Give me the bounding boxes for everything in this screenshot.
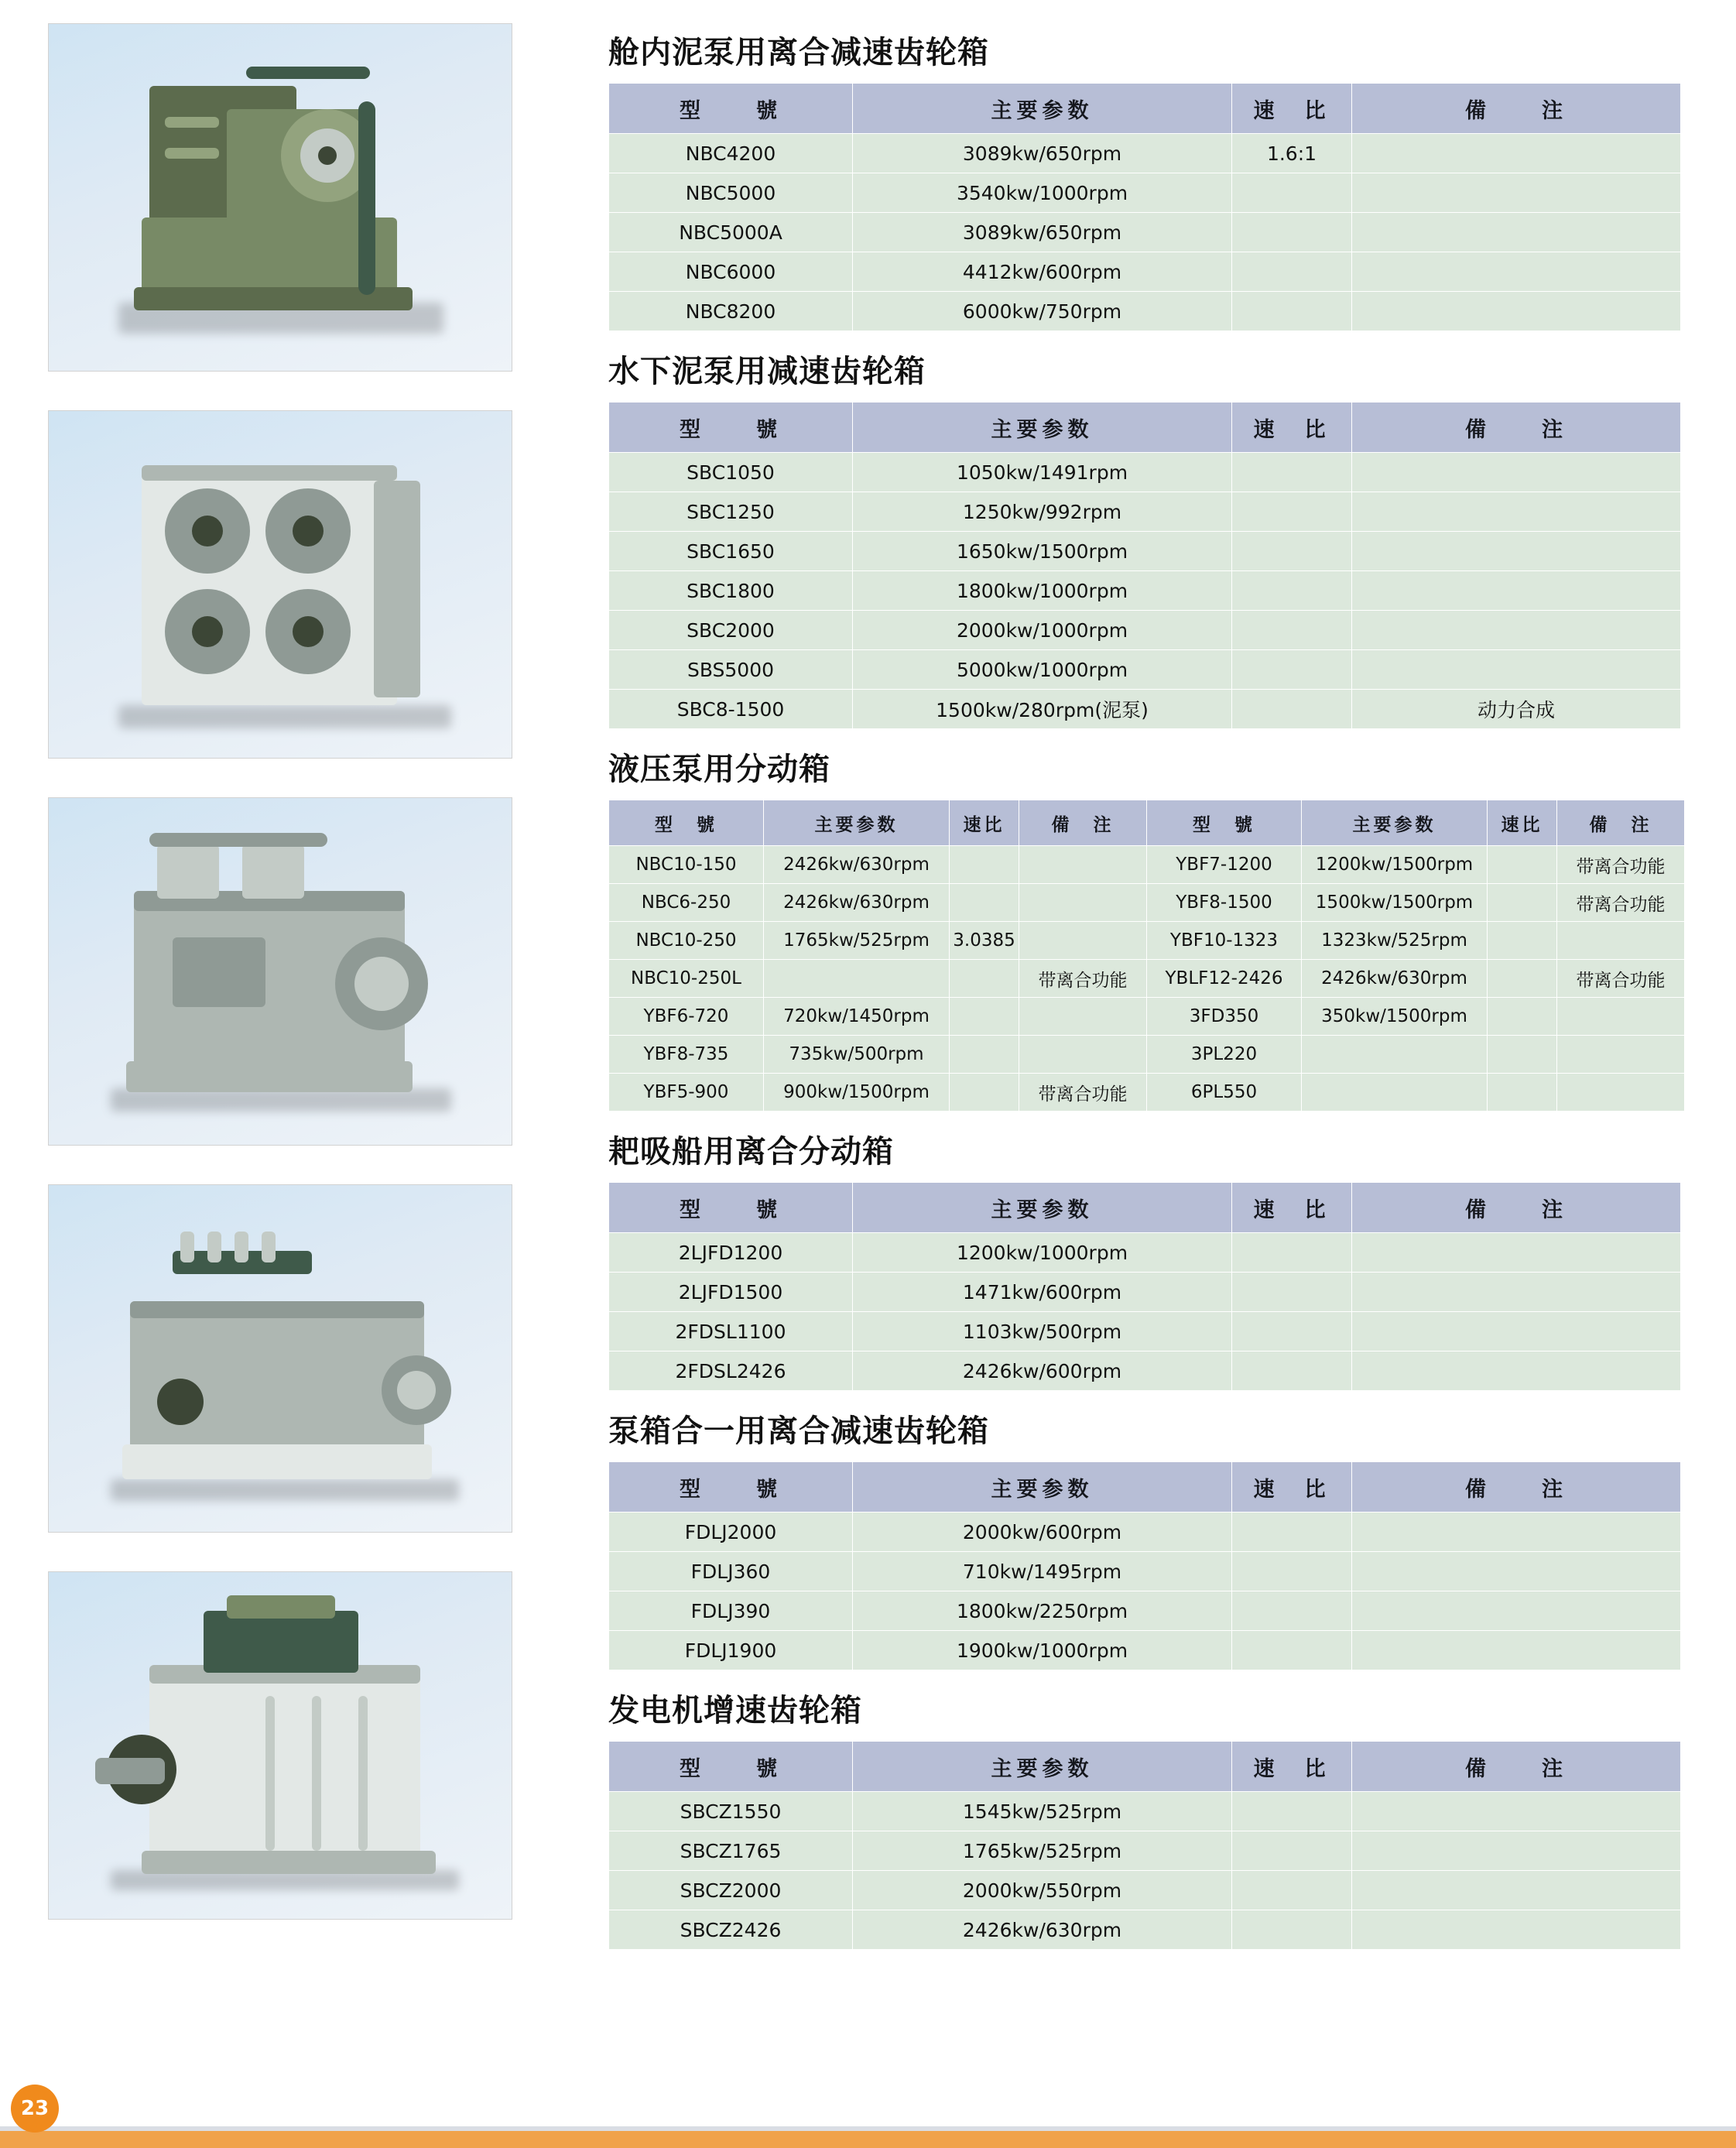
table-row <box>609 1631 1681 1670</box>
cell-param-right: 350kw/1500rpm <box>1302 998 1488 1036</box>
cell-param: 1471kw/600rpm <box>853 1273 1232 1312</box>
cabin-mud-pump-gearbox-photo <box>48 23 512 372</box>
table-row <box>609 922 1685 960</box>
col-header-model-right: 型 號 <box>1147 800 1302 846</box>
table-row <box>609 134 1681 173</box>
spec-table <box>608 800 1685 1112</box>
cell-model: SBC1800 <box>609 571 853 611</box>
section-title: 水下泥泵用减速齿轮箱 <box>608 354 926 389</box>
col-header-ratio: 速 比 <box>1232 1183 1352 1233</box>
cell-ratio <box>1232 690 1352 729</box>
col-header-model: 型 號 <box>609 1742 853 1792</box>
cell-model: SBS5000 <box>609 650 853 690</box>
cell-note-left: 带离合功能 <box>1019 1074 1147 1112</box>
cell-note <box>1352 532 1681 571</box>
table-row <box>609 213 1681 252</box>
col-header-model: 型 號 <box>609 1183 853 1233</box>
cell-note-left <box>1019 884 1147 922</box>
cell-ratio-right <box>1488 1036 1557 1074</box>
cell-model: 2LJFD1500 <box>609 1273 853 1312</box>
col-header-param: 主要参数 <box>853 1183 1232 1233</box>
spec-table <box>608 1182 1681 1391</box>
cell-ratio <box>1232 173 1352 213</box>
cell-param: 710kw/1495rpm <box>853 1552 1232 1591</box>
col-header-note: 備 注 <box>1352 1742 1681 1792</box>
table-row <box>609 292 1681 331</box>
table-header-row <box>609 1183 1681 1233</box>
cell-note <box>1352 1273 1681 1312</box>
cell-model: SBC1250 <box>609 492 853 532</box>
table-row <box>609 1910 1681 1950</box>
cell-note-right: 带离合功能 <box>1557 960 1685 998</box>
col-header-param: 主要参数 <box>853 84 1232 134</box>
cell-param: 1250kw/992rpm <box>853 492 1232 532</box>
cell-ratio-right <box>1488 922 1557 960</box>
cell-model: SBCZ1765 <box>609 1831 853 1871</box>
cell-model: NBC5000 <box>609 173 853 213</box>
cell-model-right: YBF8-1500 <box>1147 884 1302 922</box>
footer-bar <box>0 2131 1736 2148</box>
cell-note <box>1352 1552 1681 1591</box>
cell-param: 6000kw/750rpm <box>853 292 1232 331</box>
table-header-row <box>609 1742 1681 1792</box>
col-header-ratio: 速 比 <box>1232 1462 1352 1513</box>
cell-ratio: 1.6:1 <box>1232 134 1352 173</box>
cell-model-left: NBC10-250 <box>609 922 764 960</box>
cell-model: FDLJ1900 <box>609 1631 853 1670</box>
cell-model: SBCZ2426 <box>609 1910 853 1950</box>
cell-note-left: 带离合功能 <box>1019 960 1147 998</box>
cell-ratio-right <box>1488 960 1557 998</box>
table-header-row <box>609 84 1681 134</box>
cell-note <box>1352 453 1681 492</box>
cell-note <box>1352 1910 1681 1950</box>
cell-ratio <box>1232 1910 1352 1950</box>
cell-note-left <box>1019 846 1147 884</box>
cell-note-right: 带离合功能 <box>1557 846 1685 884</box>
cell-model: 2LJFD1200 <box>609 1233 853 1273</box>
cell-note <box>1352 1871 1681 1910</box>
cell-model: 2FDSL2426 <box>609 1351 853 1391</box>
table-row <box>609 492 1681 532</box>
cell-ratio-left <box>950 846 1019 884</box>
col-header-param-right: 主要参数 <box>1302 800 1488 846</box>
cell-ratio <box>1232 1831 1352 1871</box>
cell-ratio <box>1232 1351 1352 1391</box>
cell-ratio <box>1232 1871 1352 1910</box>
cell-note-right: 带离合功能 <box>1557 884 1685 922</box>
cell-ratio-left <box>950 1036 1019 1074</box>
cell-param: 1545kw/525rpm <box>853 1792 1232 1831</box>
section-hydraulic-pump-transfer-case <box>608 745 1692 1112</box>
col-header-ratio: 速 比 <box>1232 403 1352 453</box>
cell-param: 2426kw/600rpm <box>853 1351 1232 1391</box>
cell-model: FDLJ360 <box>609 1552 853 1591</box>
table-row <box>609 998 1685 1036</box>
cell-param-left: 2426kw/630rpm <box>764 884 950 922</box>
page-number: 23 <box>11 2085 59 2133</box>
cell-param: 1765kw/525rpm <box>853 1831 1232 1871</box>
cell-param: 1050kw/1491rpm <box>853 453 1232 492</box>
table-row <box>609 1351 1681 1391</box>
table-row <box>609 1513 1681 1552</box>
cell-note <box>1352 650 1681 690</box>
cell-ratio <box>1232 650 1352 690</box>
cell-note <box>1352 1631 1681 1670</box>
table-row <box>609 571 1681 611</box>
cell-param-left: 735kw/500rpm <box>764 1036 950 1074</box>
cell-ratio <box>1232 292 1352 331</box>
cell-note <box>1352 1831 1681 1871</box>
section-underwater-mud-pump <box>608 347 1692 729</box>
cell-note <box>1352 292 1681 331</box>
cell-note <box>1352 492 1681 532</box>
cell-param-left: 2426kw/630rpm <box>764 846 950 884</box>
col-header-param: 主要参数 <box>853 403 1232 453</box>
cell-param: 1800kw/1000rpm <box>853 571 1232 611</box>
cell-note <box>1352 213 1681 252</box>
cell-model-left: NBC6-250 <box>609 884 764 922</box>
table-row <box>609 1312 1681 1351</box>
cell-param-left: 1765kw/525rpm <box>764 922 950 960</box>
table-row <box>609 611 1681 650</box>
cell-ratio <box>1232 1552 1352 1591</box>
cell-ratio <box>1232 252 1352 292</box>
table-row <box>609 532 1681 571</box>
cell-ratio-left: 3.0385 <box>950 922 1019 960</box>
table-header-row <box>609 800 1685 846</box>
cell-param-right <box>1302 1036 1488 1074</box>
table-row <box>609 960 1685 998</box>
cell-ratio <box>1232 1233 1352 1273</box>
cell-param-right: 1323kw/525rpm <box>1302 922 1488 960</box>
cell-param-left <box>764 960 950 998</box>
cell-note <box>1352 1312 1681 1351</box>
cell-model-left: NBC10-250L <box>609 960 764 998</box>
table-row <box>609 1792 1681 1831</box>
section-dredger-clutch-transfer-case <box>608 1127 1692 1391</box>
cell-note-right <box>1557 1074 1685 1112</box>
cell-ratio <box>1232 1513 1352 1552</box>
cell-ratio-right <box>1488 1074 1557 1112</box>
table-row <box>609 1591 1681 1631</box>
cell-param: 3089kw/650rpm <box>853 213 1232 252</box>
table-row <box>609 846 1685 884</box>
table-row <box>609 1273 1681 1312</box>
col-header-model: 型 號 <box>609 403 853 453</box>
cell-model-left: YBF8-735 <box>609 1036 764 1074</box>
cell-ratio <box>1232 571 1352 611</box>
cell-model-right: 3PL220 <box>1147 1036 1302 1074</box>
cell-ratio <box>1232 453 1352 492</box>
cell-param-left: 900kw/1500rpm <box>764 1074 950 1112</box>
cell-note-right <box>1557 922 1685 960</box>
col-header-note: 備 注 <box>1352 403 1681 453</box>
cell-note <box>1352 252 1681 292</box>
cell-note <box>1352 611 1681 650</box>
col-header-note-right: 備 注 <box>1557 800 1685 846</box>
cell-ratio-left <box>950 1074 1019 1112</box>
section-title: 液压泵用分动箱 <box>608 752 830 787</box>
cell-param: 1800kw/2250rpm <box>853 1591 1232 1631</box>
col-header-note: 備 注 <box>1352 84 1681 134</box>
cell-model-right: YBF10-1323 <box>1147 922 1302 960</box>
table-row <box>609 173 1681 213</box>
dredger-clutch-transfer-case-photo <box>48 1184 512 1533</box>
table-row <box>609 453 1681 492</box>
col-header-param-left: 主要参数 <box>764 800 950 846</box>
cell-ratio <box>1232 1273 1352 1312</box>
cell-ratio-right <box>1488 884 1557 922</box>
cell-note <box>1352 1591 1681 1631</box>
table-row <box>609 1871 1681 1910</box>
cell-param: 4412kw/600rpm <box>853 252 1232 292</box>
cell-param-right: 1200kw/1500rpm <box>1302 846 1488 884</box>
cell-model-right: 3FD350 <box>1147 998 1302 1036</box>
cell-model: NBC6000 <box>609 252 853 292</box>
table-row <box>609 650 1681 690</box>
cell-model-left: YBF5-900 <box>609 1074 764 1112</box>
cell-ratio <box>1232 611 1352 650</box>
cell-ratio <box>1232 532 1352 571</box>
cell-param: 1900kw/1000rpm <box>853 1631 1232 1670</box>
cell-note-right <box>1557 1036 1685 1074</box>
cell-model-left: NBC10-150 <box>609 846 764 884</box>
cell-param: 1103kw/500rpm <box>853 1312 1232 1351</box>
col-header-model: 型 號 <box>609 84 853 134</box>
table-row <box>609 1831 1681 1871</box>
col-header-param: 主要参数 <box>853 1742 1232 1792</box>
col-header-note: 備 注 <box>1352 1462 1681 1513</box>
cell-model: SBC1050 <box>609 453 853 492</box>
cell-ratio-left <box>950 884 1019 922</box>
cell-param-right <box>1302 1074 1488 1112</box>
cell-ratio-right <box>1488 846 1557 884</box>
col-header-model: 型 號 <box>609 1462 853 1513</box>
cell-param: 2000kw/1000rpm <box>853 611 1232 650</box>
cell-param: 1500kw/280rpm(泥泵) <box>853 690 1232 729</box>
cell-model: SBCZ2000 <box>609 1871 853 1910</box>
cell-ratio <box>1232 1312 1352 1351</box>
col-header-ratio: 速 比 <box>1232 84 1352 134</box>
col-header-note: 備 注 <box>1352 1183 1681 1233</box>
table-row <box>609 1074 1685 1112</box>
cell-ratio-left <box>950 998 1019 1036</box>
table-header-row <box>609 1462 1681 1513</box>
cell-param: 1200kw/1000rpm <box>853 1233 1232 1273</box>
cell-note: 动力合成 <box>1352 690 1681 729</box>
cell-note <box>1352 1233 1681 1273</box>
col-header-ratio-left: 速比 <box>950 800 1019 846</box>
cell-param-right: 1500kw/1500rpm <box>1302 884 1488 922</box>
section-generator-gearbox <box>608 1686 1692 1950</box>
cell-note-left <box>1019 922 1147 960</box>
generator-speed-increasing-gearbox-photo <box>48 1571 512 1920</box>
section-pump-integrated-gearbox <box>608 1406 1692 1670</box>
table-row <box>609 1233 1681 1273</box>
spec-table <box>608 1741 1681 1950</box>
cell-ratio <box>1232 1792 1352 1831</box>
table-row <box>609 1036 1685 1074</box>
cell-model: SBC2000 <box>609 611 853 650</box>
table-row <box>609 252 1681 292</box>
cell-ratio <box>1232 1631 1352 1670</box>
table-row <box>609 690 1681 729</box>
cell-note <box>1352 571 1681 611</box>
cell-note-left <box>1019 1036 1147 1074</box>
cell-note <box>1352 1792 1681 1831</box>
section-cabin-mud-pump <box>608 28 1692 331</box>
hydraulic-pump-transfer-case-photo <box>48 797 512 1146</box>
cell-param: 3089kw/650rpm <box>853 134 1232 173</box>
cell-model: SBCZ1550 <box>609 1792 853 1831</box>
col-header-note-left: 備 注 <box>1019 800 1147 846</box>
cell-ratio <box>1232 213 1352 252</box>
cell-model-right: YBLF12-2426 <box>1147 960 1302 998</box>
cell-model: FDLJ390 <box>609 1591 853 1631</box>
cell-model: 2FDSL1100 <box>609 1312 853 1351</box>
spec-tables-column <box>608 28 1692 1965</box>
cell-ratio <box>1232 492 1352 532</box>
cell-ratio <box>1232 1591 1352 1631</box>
cell-ratio-left <box>950 960 1019 998</box>
cell-param: 2000kw/600rpm <box>853 1513 1232 1552</box>
cell-note-left <box>1019 998 1147 1036</box>
cell-param: 1650kw/1500rpm <box>853 532 1232 571</box>
product-photo-column <box>48 23 512 1958</box>
cell-note <box>1352 1513 1681 1552</box>
cell-model: NBC5000A <box>609 213 853 252</box>
cell-note <box>1352 134 1681 173</box>
table-row <box>609 1552 1681 1591</box>
cell-model-left: YBF6-720 <box>609 998 764 1036</box>
cell-model: NBC8200 <box>609 292 853 331</box>
cell-model: SBC8-1500 <box>609 690 853 729</box>
underwater-mud-pump-gearbox-photo <box>48 410 512 759</box>
col-header-ratio-right: 速比 <box>1488 800 1557 846</box>
col-header-param: 主要参数 <box>853 1462 1232 1513</box>
cell-model-right: 6PL550 <box>1147 1074 1302 1112</box>
cell-param: 3540kw/1000rpm <box>853 173 1232 213</box>
cell-param: 2426kw/630rpm <box>853 1910 1232 1950</box>
cell-note <box>1352 1351 1681 1391</box>
cell-param-right: 2426kw/630rpm <box>1302 960 1488 998</box>
cell-param: 5000kw/1000rpm <box>853 650 1232 690</box>
spec-table <box>608 1461 1681 1670</box>
spec-table <box>608 402 1681 729</box>
cell-param-left: 720kw/1450rpm <box>764 998 950 1036</box>
col-header-model-left: 型 號 <box>609 800 764 846</box>
cell-param: 2000kw/550rpm <box>853 1871 1232 1910</box>
section-title: 舱内泥泵用离合减速齿轮箱 <box>608 35 989 70</box>
cell-note <box>1352 173 1681 213</box>
cell-model: NBC4200 <box>609 134 853 173</box>
cell-model-right: YBF7-1200 <box>1147 846 1302 884</box>
cell-ratio-right <box>1488 998 1557 1036</box>
spec-table <box>608 83 1681 331</box>
section-title: 发电机增速齿轮箱 <box>608 1693 862 1728</box>
cell-note-right <box>1557 998 1685 1036</box>
cell-model: SBC1650 <box>609 532 853 571</box>
section-title: 泵箱合一用离合减速齿轮箱 <box>608 1413 989 1449</box>
section-title: 耙吸船用离合分动箱 <box>608 1134 894 1170</box>
cell-model: FDLJ2000 <box>609 1513 853 1552</box>
table-row <box>609 884 1685 922</box>
col-header-ratio: 速 比 <box>1232 1742 1352 1792</box>
table-header-row <box>609 403 1681 453</box>
